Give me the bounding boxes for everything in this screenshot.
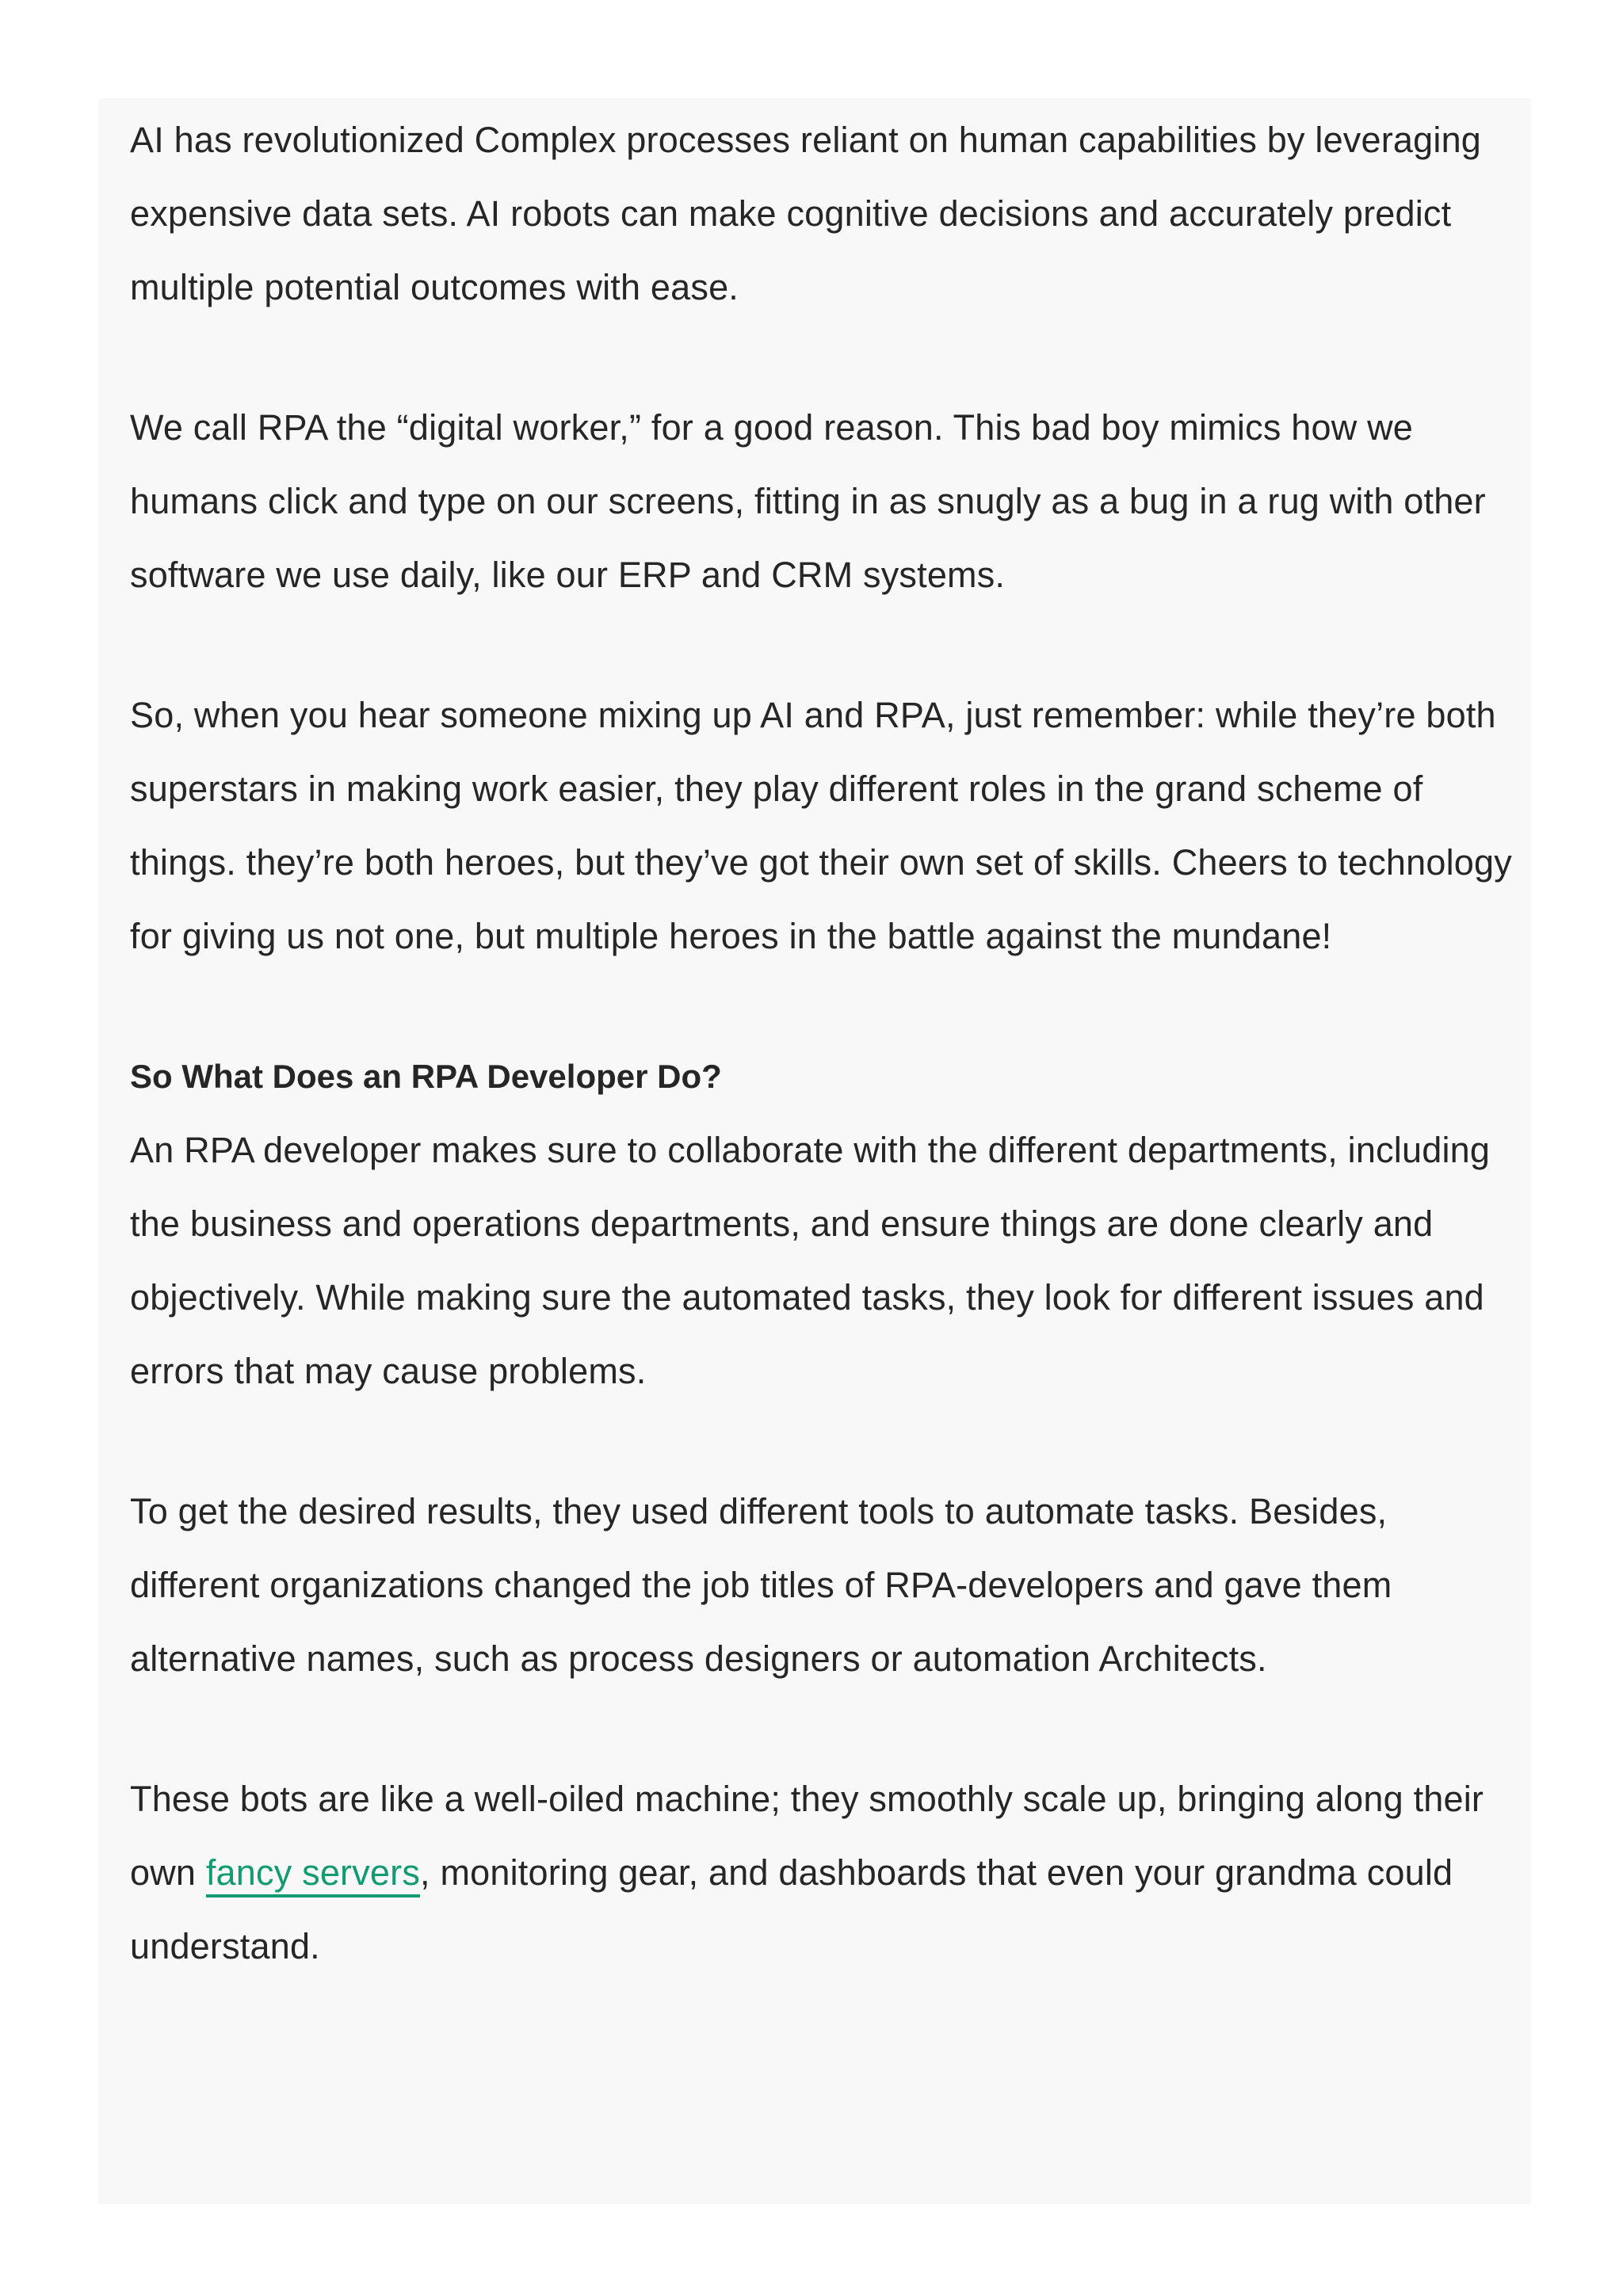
fancy-servers-link[interactable]: fancy servers <box>206 1852 420 1897</box>
paragraph-bots-scale <box>130 1762 1525 1983</box>
paragraph-ai-vs-rpa: So, when you hear someone mixing up AI and RPA, just remember: while they’re both superstars in making work easier, they play different roles in the grand scheme of things. they’re both heroes, but they’ve got their own set of skills. Cheers to technology for giving us not one, but multiple heroes in the battle against the mundane! <box>130 695 1512 956</box>
section-heading: So What Does an RPA Developer Do? <box>130 1058 722 1095</box>
paragraph-developer-tools: To get the desired results, they used different tools to automate tasks. Besides, different organizations changed the job titles of RPA-developers and gave them alternative names, such as process designers or automation Architects. <box>130 1491 1392 1679</box>
paragraph-digital-worker: We call RPA the “digital worker,” for a good reason. This bad boy mimics how we humans click and type on our screens, fitting in as snugly as a bug in a rug with other software we use daily, like our ERP and CRM systems. <box>130 407 1486 595</box>
paragraph-text-after-link: , monitoring gear, and dashboards that even your grandma could understand. <box>130 1852 1453 1966</box>
paragraph-ai-revolution: AI has revolutionized Complex processes reliant on human capabilities by leveraging expensive data sets. AI robots can make cognitive decisions and accurately predict multiple potential outcomes with ease. <box>130 120 1482 307</box>
article-content <box>130 103 1525 2050</box>
paragraph-developer-role: An RPA developer makes sure to collaborate with the different departments, including the business and operations departments, and ensure things are done clearly and objectively. While making sure the automated tasks, they look for different issues and errors that may cause problems. <box>130 1130 1491 1391</box>
paragraph-text-before-link: These bots are like a well-oiled machine; they smoothly scale up, bringing along their own <box>130 1779 1484 1893</box>
